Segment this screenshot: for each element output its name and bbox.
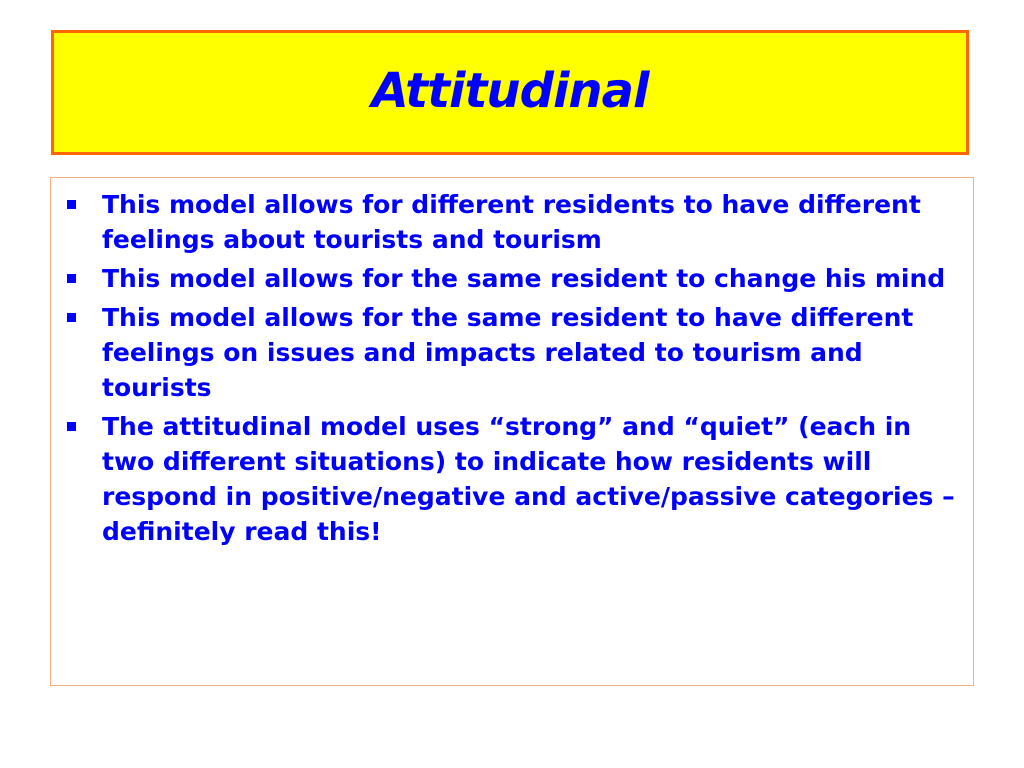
bullet-text: This model allows for different residents to have different feelings about tourists and tourism — [102, 190, 921, 254]
title-panel — [51, 30, 969, 155]
bullet-item — [65, 187, 955, 257]
bullet-item — [65, 300, 955, 405]
bullet-text: This model allows for the same resident to change his mind — [102, 264, 946, 293]
bullet-item — [65, 409, 955, 549]
slide-title: Attitudinal — [371, 62, 649, 119]
bullet-text: This model allows for the same resident to have different feelings on issues and impacts related to tourism and tourists — [102, 303, 914, 402]
bullet-list — [65, 187, 955, 553]
square-bullet-icon — [67, 274, 76, 283]
bullet-item — [65, 261, 955, 296]
content-panel — [50, 177, 974, 686]
square-bullet-icon — [67, 313, 76, 322]
square-bullet-icon — [67, 200, 76, 209]
bullet-text: The attitudinal model uses “strong” and “quiet” (each in two different situations) to indicate how residents will respond in positive/negative and active/passive categories – definitely read this! — [102, 412, 955, 546]
square-bullet-icon — [67, 422, 76, 431]
